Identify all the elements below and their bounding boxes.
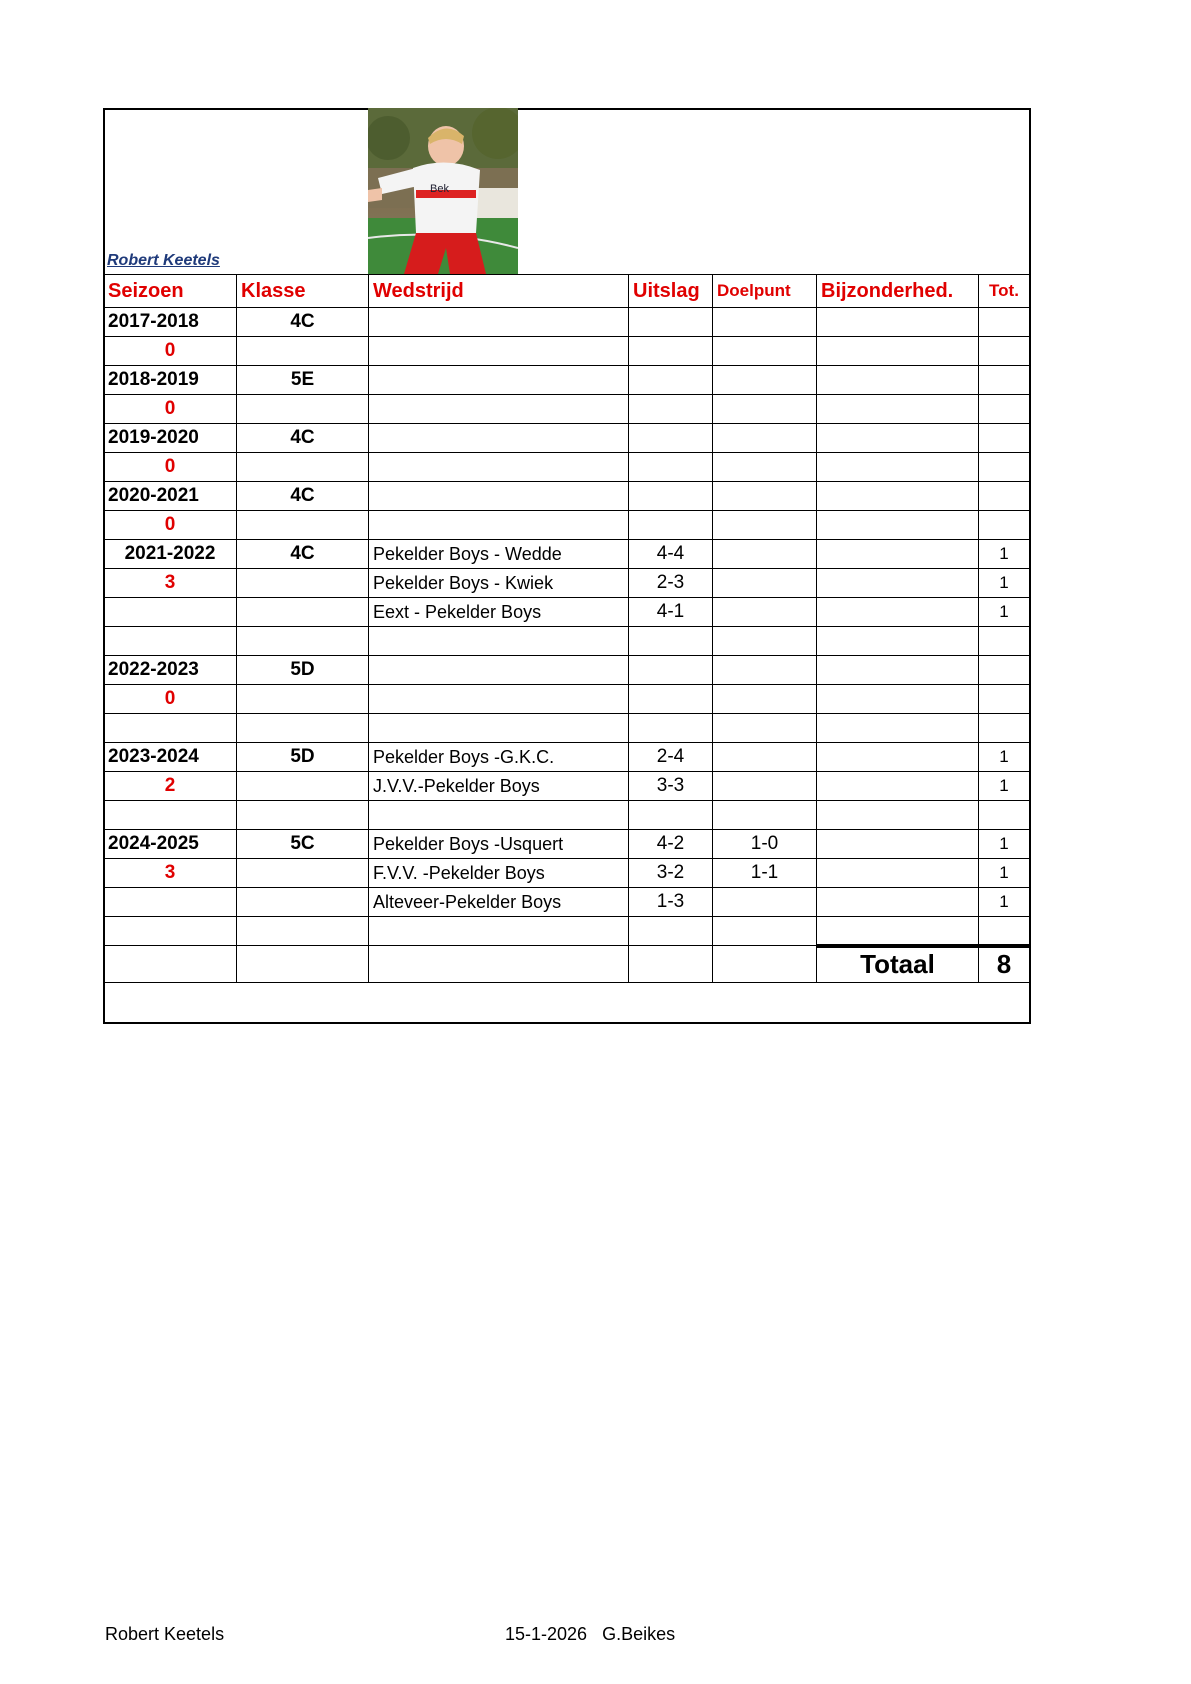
bijzonderheden-cell (817, 830, 979, 859)
doelpunt-cell (713, 540, 817, 569)
bijzonderheden-cell (817, 395, 979, 424)
wedstrijd-cell: Pekelder Boys - Kwiek (369, 569, 629, 598)
seizoen-cell (104, 627, 237, 656)
uitslag-cell (629, 308, 713, 337)
bijzonderheden-cell (817, 337, 979, 366)
wedstrijd-cell (369, 917, 629, 946)
table-row (104, 772, 1030, 801)
wedstrijd-cell: J.V.V.-Pekelder Boys (369, 772, 629, 801)
bijzonderheden-cell (817, 888, 979, 917)
seizoen-cell: 0 (104, 337, 237, 366)
table-row (104, 337, 1030, 366)
wedstrijd-cell: F.V.V. -Pekelder Boys (369, 859, 629, 888)
header-tot: Tot. (979, 275, 1030, 308)
table-cell (629, 946, 713, 983)
doelpunt-cell (713, 656, 817, 685)
tot-cell (979, 424, 1030, 453)
seizoen-cell (104, 888, 237, 917)
table-row (104, 424, 1030, 453)
doelpunt-cell: 1-0 (713, 830, 817, 859)
klasse-cell: 5D (237, 656, 369, 685)
uitslag-cell: 4-4 (629, 540, 713, 569)
klasse-cell (237, 772, 369, 801)
footer-player-name: Robert Keetels (105, 1624, 225, 1644)
uitslag-cell (629, 482, 713, 511)
doelpunt-cell (713, 888, 817, 917)
player-name-link[interactable]: Robert Keetels (107, 252, 220, 269)
seizoen-cell: 2021-2022 (104, 540, 237, 569)
klasse-cell (237, 801, 369, 830)
total-value: 8 (979, 946, 1030, 983)
seizoen-cell: 3 (104, 859, 237, 888)
uitslag-cell (629, 395, 713, 424)
klasse-cell: 5E (237, 366, 369, 395)
uitslag-cell (629, 801, 713, 830)
wedstrijd-cell (369, 656, 629, 685)
table-row (104, 569, 1030, 598)
tot-cell: 1 (979, 859, 1030, 888)
wedstrijd-cell (369, 482, 629, 511)
klasse-cell (237, 337, 369, 366)
tot-cell (979, 511, 1030, 540)
tot-cell (979, 801, 1030, 830)
footer-date-author: 15-1-2026 G.Beikes (505, 1624, 676, 1644)
bijzonderheden-cell (817, 598, 979, 627)
klasse-cell (237, 714, 369, 743)
uitslag-cell: 4-2 (629, 830, 713, 859)
seizoen-cell: 3 (104, 569, 237, 598)
klasse-cell (237, 859, 369, 888)
bijzonderheden-cell (817, 569, 979, 598)
seizoen-cell (104, 714, 237, 743)
wedstrijd-cell (369, 714, 629, 743)
tot-cell (979, 337, 1030, 366)
header-wedstrijd: Wedstrijd (369, 275, 629, 308)
wedstrijd-cell (369, 685, 629, 714)
tot-cell: 1 (979, 772, 1030, 801)
wedstrijd-cell (369, 337, 629, 366)
doelpunt-cell (713, 714, 817, 743)
seizoen-cell: 2018-2019 (104, 366, 237, 395)
uitslag-cell: 3-2 (629, 859, 713, 888)
doelpunt-cell (713, 337, 817, 366)
seizoen-cell: 2023-2024 (104, 743, 237, 772)
klasse-cell: 4C (237, 540, 369, 569)
klasse-cell: 5C (237, 830, 369, 859)
table-row (104, 511, 1030, 540)
klasse-cell (237, 453, 369, 482)
tot-cell (979, 482, 1030, 511)
table-cell (369, 946, 629, 983)
wedstrijd-cell: Pekelder Boys -G.K.C. (369, 743, 629, 772)
bijzonderheden-cell (817, 917, 979, 946)
bijzonderheden-cell (817, 859, 979, 888)
table-cell (104, 946, 237, 983)
doelpunt-cell (713, 424, 817, 453)
seizoen-cell: 0 (104, 511, 237, 540)
bijzonderheden-cell (817, 366, 979, 395)
table-row (104, 656, 1030, 685)
bijzonderheden-cell (817, 424, 979, 453)
klasse-cell (237, 569, 369, 598)
player-photo (368, 108, 518, 274)
header-doelpunt: Doelpunt (713, 275, 817, 308)
uitslag-cell (629, 366, 713, 395)
seizoen-cell: 0 (104, 453, 237, 482)
seizoen-cell: 2 (104, 772, 237, 801)
wedstrijd-cell (369, 453, 629, 482)
wedstrijd-cell: Alteveer-Pekelder Boys (369, 888, 629, 917)
wedstrijd-cell (369, 801, 629, 830)
table-row (104, 395, 1030, 424)
klasse-cell (237, 888, 369, 917)
table-row (104, 714, 1030, 743)
table-row (104, 743, 1030, 772)
seizoen-cell (104, 917, 237, 946)
seizoen-cell: 2019-2020 (104, 424, 237, 453)
tot-cell (979, 453, 1030, 482)
table-row (104, 627, 1030, 656)
bijzonderheden-cell (817, 714, 979, 743)
wedstrijd-cell: Pekelder Boys -Usquert (369, 830, 629, 859)
tot-cell (979, 395, 1030, 424)
tot-cell (979, 685, 1030, 714)
doelpunt-cell (713, 743, 817, 772)
bijzonderheden-cell (817, 453, 979, 482)
bijzonderheden-cell (817, 511, 979, 540)
table-row (104, 453, 1030, 482)
doelpunt-cell (713, 511, 817, 540)
seizoen-cell (104, 598, 237, 627)
uitslag-cell (629, 685, 713, 714)
table-cell (713, 946, 817, 983)
klasse-cell (237, 917, 369, 946)
table-row (104, 917, 1030, 946)
wedstrijd-cell (369, 424, 629, 453)
bijzonderheden-cell (817, 540, 979, 569)
klasse-cell (237, 598, 369, 627)
wedstrijd-cell (369, 511, 629, 540)
doelpunt-cell (713, 308, 817, 337)
table-cell (237, 946, 369, 983)
uitslag-cell (629, 453, 713, 482)
svg-text:Bek: Bek (430, 183, 449, 195)
doelpunt-cell (713, 453, 817, 482)
seizoen-cell (104, 801, 237, 830)
tot-cell (979, 627, 1030, 656)
uitslag-cell: 2-3 (629, 569, 713, 598)
doelpunt-cell: 1-1 (713, 859, 817, 888)
doelpunt-cell (713, 598, 817, 627)
uitslag-cell (629, 656, 713, 685)
wedstrijd-cell (369, 395, 629, 424)
uitslag-cell (629, 627, 713, 656)
tot-cell: 1 (979, 830, 1030, 859)
tot-cell: 1 (979, 540, 1030, 569)
doelpunt-cell (713, 569, 817, 598)
klasse-cell (237, 685, 369, 714)
doelpunt-cell (713, 685, 817, 714)
wedstrijd-cell: Eext - Pekelder Boys (369, 598, 629, 627)
stats-table (103, 274, 1030, 983)
tot-cell (979, 366, 1030, 395)
doelpunt-cell (713, 482, 817, 511)
wedstrijd-cell (369, 627, 629, 656)
tot-cell (979, 917, 1030, 946)
tot-cell: 1 (979, 569, 1030, 598)
uitslag-cell: 1-3 (629, 888, 713, 917)
seizoen-cell: 2020-2021 (104, 482, 237, 511)
table-row (104, 366, 1030, 395)
uitslag-cell (629, 337, 713, 366)
table-row (104, 830, 1030, 859)
table-row (104, 801, 1030, 830)
table-row (104, 540, 1030, 569)
uitslag-cell: 3-3 (629, 772, 713, 801)
uitslag-cell (629, 917, 713, 946)
klasse-cell: 5D (237, 743, 369, 772)
klasse-cell: 4C (237, 482, 369, 511)
header-uitslag: Uitslag (629, 275, 713, 308)
tot-cell: 1 (979, 888, 1030, 917)
doelpunt-cell (713, 366, 817, 395)
klasse-cell: 4C (237, 308, 369, 337)
tot-cell: 1 (979, 743, 1030, 772)
doelpunt-cell (713, 627, 817, 656)
wedstrijd-cell: Pekelder Boys - Wedde (369, 540, 629, 569)
seizoen-cell: 2022-2023 (104, 656, 237, 685)
uitslag-cell (629, 511, 713, 540)
tot-cell (979, 714, 1030, 743)
bijzonderheden-cell (817, 743, 979, 772)
wedstrijd-cell (369, 308, 629, 337)
klasse-cell (237, 627, 369, 656)
tot-cell (979, 656, 1030, 685)
header-bijzonderheden: Bijzonderhed. (817, 275, 979, 308)
uitslag-cell (629, 714, 713, 743)
seizoen-cell: 2024-2025 (104, 830, 237, 859)
header-klasse: Klasse (237, 275, 369, 308)
bijzonderheden-cell (817, 685, 979, 714)
klasse-cell (237, 511, 369, 540)
table-row (104, 308, 1030, 337)
header-row (104, 275, 1030, 308)
table-row (104, 685, 1030, 714)
seizoen-cell: 0 (104, 685, 237, 714)
bijzonderheden-cell (817, 308, 979, 337)
table-row (104, 598, 1030, 627)
uitslag-cell: 4-1 (629, 598, 713, 627)
doelpunt-cell (713, 801, 817, 830)
bijzonderheden-cell (817, 656, 979, 685)
header-seizoen: Seizoen (104, 275, 237, 308)
table-row (104, 482, 1030, 511)
doelpunt-cell (713, 917, 817, 946)
uitslag-cell (629, 424, 713, 453)
doelpunt-cell (713, 395, 817, 424)
seizoen-cell: 0 (104, 395, 237, 424)
total-label: Totaal (817, 946, 979, 983)
total-row (104, 946, 1030, 983)
bijzonderheden-cell (817, 482, 979, 511)
uitslag-cell: 2-4 (629, 743, 713, 772)
bijzonderheden-cell (817, 801, 979, 830)
tot-cell (979, 308, 1030, 337)
bijzonderheden-cell (817, 627, 979, 656)
tot-cell: 1 (979, 598, 1030, 627)
seizoen-cell: 2017-2018 (104, 308, 237, 337)
doelpunt-cell (713, 772, 817, 801)
bijzonderheden-cell (817, 772, 979, 801)
klasse-cell (237, 395, 369, 424)
wedstrijd-cell (369, 366, 629, 395)
table-row (104, 888, 1030, 917)
table-row (104, 859, 1030, 888)
klasse-cell: 4C (237, 424, 369, 453)
